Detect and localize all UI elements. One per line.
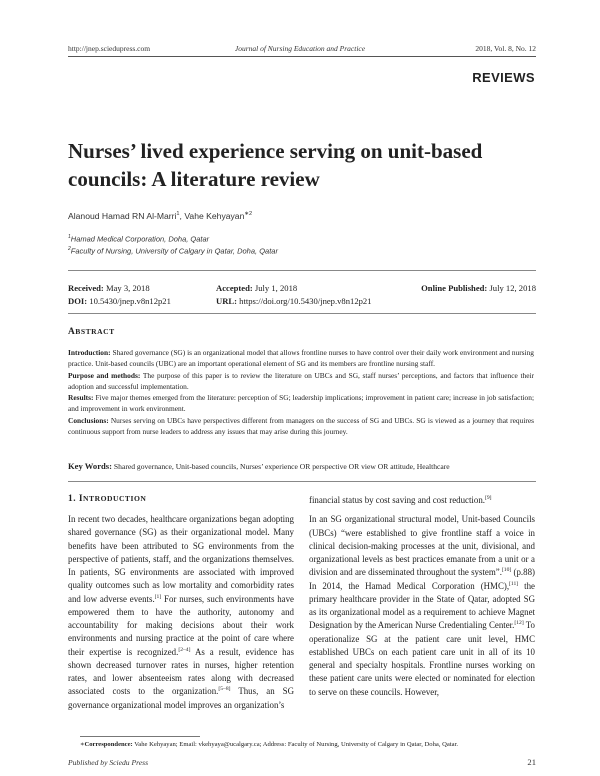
abstract-conclusions <box>68 415 534 438</box>
published-date <box>421 283 536 293</box>
abstract-heading <box>68 327 115 337</box>
affiliation-text: Faculty of Nursing, University of Calgary in Qatar, Doha, Qatar <box>70 246 278 256</box>
keywords-text: Shared governance, Unit-based councils, Nurses’ experience OR perspective OR view OR attitude, Healthcare <box>113 462 450 471</box>
citation[interactable]: [2–4] <box>178 646 191 653</box>
abstract-label: Introduction: <box>68 348 111 357</box>
url <box>216 296 372 306</box>
section-heading-rest: NTRODUCTION <box>83 494 147 503</box>
doi-label: DOI: <box>68 296 88 306</box>
divider <box>68 481 536 482</box>
body-text: (p.88) In 2014, the Hamad Medical Corporation (HMC), <box>309 567 535 591</box>
abstract-text: Nurses serving on UBCs have perspectives different from managers on the success of SG and UBCs. SG is viewed as a journey that requires continuous support from nurse leaders to address any issues that may arise during this journey. <box>68 415 534 437</box>
doi-link[interactable]: 10.5430/jnep.v8n12p21 <box>89 296 171 306</box>
url-label: URL: <box>216 296 238 306</box>
abstract-text: Five major themes emerged from the literature: perception of SG; leadership implications; improvement in patient care; increase in job satisfaction; and improvement in work environment. <box>68 393 534 414</box>
publisher-footer: Published by Sciedu Press <box>68 758 149 767</box>
abstract-purpose <box>68 370 534 393</box>
section-tag: REVIEWS <box>472 70 535 85</box>
footnote-text: Vahe Kehyayan; Email: vkehyaya@ucalgary.ca; Address: Faculty of Nursing, University of Calgary in Qatar, Doha, Qatar. <box>134 741 459 748</box>
divider <box>68 270 536 271</box>
divider <box>68 313 536 314</box>
author-name: Alanoud Hamad RN Al-Marri <box>68 211 177 221</box>
keywords <box>68 461 534 471</box>
abstract-label: Purpose and methods: <box>68 370 141 380</box>
affiliation-sup: 1 <box>68 234 71 240</box>
accepted-label: Accepted: <box>216 283 253 293</box>
affiliation-sup: 2 <box>68 246 71 252</box>
citation[interactable]: [1] <box>154 593 162 600</box>
author-list <box>68 211 252 221</box>
abstract-results <box>68 392 534 415</box>
page-number: 21 <box>527 757 536 767</box>
body-text: In recent two decades, healthcare organizations began adopting shared governance (SG) as their organizational model. Many benefits have been attributed to SG environments from the perspective of patients, staff, and the organizations themselves. In patients, SG environments are associated with improved quality outcomes such as low mortality and comorbidity rates and low adverse events. <box>68 514 294 604</box>
affiliation-text: Hamad Medical Corporation, Doha, Qatar <box>70 234 210 244</box>
header-journal: Journal of Nursing Education and Practice <box>234 44 366 53</box>
citation[interactable]: [9] <box>484 495 492 502</box>
author-name: Vahe Kehyayan <box>184 211 245 221</box>
affiliation <box>68 234 209 244</box>
correspondence-footnote <box>80 740 458 748</box>
abstract-text: Shared governance (SG) is an organizational model that allows frontline nurses to have control over their daily work environment and nursing practice. Unit-based councils (UBC) are an important operational element of SG and its members are frontline nursing staff. <box>68 348 534 369</box>
body-column-right <box>309 494 535 699</box>
body-text: For nurses, such environments have empowered them to have the authority, autonomy and accountability for making decisions about their work environments and nursing practice at the point of care where their expertise is recognized. <box>68 593 294 657</box>
footnote-divider <box>80 736 200 737</box>
citation[interactable]: [5–8] <box>218 686 231 693</box>
accepted-value: July 1, 2018 <box>254 283 298 293</box>
footnote-label: Correspondence: <box>84 741 133 748</box>
abstract-label: Conclusions: <box>68 415 109 425</box>
abstract-introduction <box>68 347 534 370</box>
author-sup: 1 <box>176 211 180 218</box>
abstract-heading-first: A <box>68 327 76 337</box>
header-issue: 2018, Vol. 8, No. 12 <box>475 44 536 53</box>
paper-title <box>68 137 508 193</box>
accepted-date <box>216 283 297 293</box>
section-heading-introduction <box>68 494 146 504</box>
author-sup: ∗2 <box>244 211 253 218</box>
doi <box>68 296 171 306</box>
received-label: Received: <box>68 283 104 293</box>
header-divider <box>68 56 536 57</box>
body-paragraph <box>309 494 535 507</box>
keywords-label: Key Words: <box>68 461 113 471</box>
body-paragraph <box>309 513 535 699</box>
header-url: http://jnep.sciedupress.com <box>68 44 151 53</box>
section-heading-first: I <box>78 494 84 504</box>
body-text: Thus, an SG governance organizational model improves an organization’s <box>68 686 294 710</box>
body-text: To operationalize SG at the patient care unit level, HMC established UBCs on each patient care unit in all of its 10 general and specialty hospitals. Frontline nurses working on these patient care units were elected or nominated for election to serve on these councils. However, <box>309 620 535 697</box>
received-value: May 3, 2018 <box>105 283 150 293</box>
published-value: July 12, 2018 <box>489 283 536 293</box>
body-column-left <box>68 513 294 712</box>
author-separator: , <box>179 211 185 221</box>
abstract-body <box>68 347 534 437</box>
abstract-heading-rest: BSTRACT <box>75 327 115 336</box>
body-paragraph <box>68 513 294 712</box>
received-date <box>68 283 150 293</box>
body-text: In an SG organizational structural model, Unit-based Councils (UBCs) “were established to give frontline staff a voice in clinical decision-making processes at the unit, divisional, and organizational levels as best practices emanate from a unit or a division and are disseminated throughout the system”. <box>309 514 535 578</box>
citation[interactable]: [12] <box>514 620 524 627</box>
abstract-text: The purpose of this paper is to review the literature on UBCs and SG, staff nurses’ perceptions, and factors that influence their adoption and successful implementation. <box>68 370 534 391</box>
title-line-2: councils: A literature review <box>68 167 320 191</box>
url-link[interactable]: https://doi.org/10.5430/jnep.v8n12p21 <box>239 296 372 306</box>
title-line-1: Nurses’ lived experience serving on unit-based <box>68 139 483 163</box>
citation[interactable]: [10] <box>501 567 512 574</box>
body-text: the primary healthcare provider in the State of Qatar, adopted SG as its organizational model as a requirement to achieve Magnet Designation by the American Nurse Credentialing Center. <box>309 580 535 631</box>
section-number: 1. <box>68 494 79 504</box>
body-text: financial status by cost saving and cost reduction. <box>309 495 485 505</box>
affiliation <box>68 246 278 256</box>
footnote-mark: ∗ <box>80 741 85 748</box>
body-text: As a result, evidence has shown decreased turnover rates in nurses, higher retention rates, and lower absenteeism rates along with decreased associated costs to the organization. <box>68 646 294 697</box>
abstract-label: Results: <box>68 393 94 403</box>
citation[interactable]: [11] <box>509 580 519 587</box>
published-label: Online Published: <box>421 283 488 293</box>
